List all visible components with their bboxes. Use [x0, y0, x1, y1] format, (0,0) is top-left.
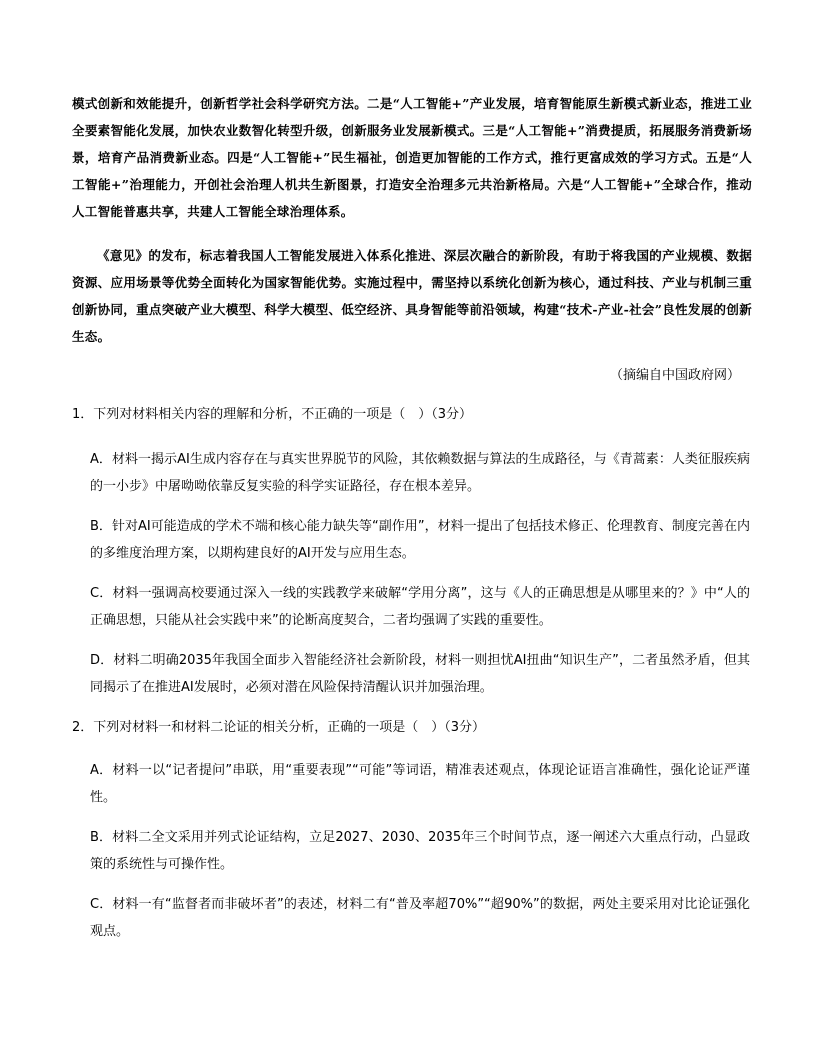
question-1-option-a: A．材料一揭示AI生成内容存在与真实世界脱节的风险，其依赖数据与算法的生成路径，与《青蒿素：人类征服疾病的一小步》中屠呦呦依靠反复实验的科学实证路径，存在根本差异。: [90, 452, 750, 494]
source-citation: （摘编自中国政府网）: [609, 368, 740, 383]
question-1-stem: 1．下列对材料相关内容的理解和分析，不正确的一项是（ ）（3分）: [72, 407, 473, 422]
question-2-option-c: C．材料一有“监督者而非破坏者”的表述，材料二有“普及率超70%”“超90%”的数据，两处主要采用对比论证强化观点。: [90, 897, 750, 939]
question-2-option-a: A．材料一以“记者提问”串联，用“重要表现”“可能”等词语，精准表述观点，体现论证语言准确性，强化论证严谨性。: [90, 763, 750, 805]
passage-paragraph-1: 模式创新和效能提升，创新哲学社会科学研究方法。二是“人工智能+”产业发展，培育智能原生新模式新业态，推进工业全要素智能化发展，加快农业数智化转型升级，创新服务业发展新模式。三是“人工智能+”消费提质，拓展服务消费新场景，培育产品消费新业态。四是“人工智能+”民生福祉，创造更加智能的工作方式，推行更富成效的学习方式。五是“人工智能+”治理能力，开创社会治理人机共生新图景，打造安全治理多元共治新格局。六是“人工智能+”全球合作，推动人工智能普惠共享，共建人工智能全球治理体系。: [72, 96, 752, 219]
question-1-option-d: D．材料二明确2035年我国全面步入智能经济社会新阶段，材料一则担忧AI扭曲“知识生产”，二者虽然矛盾，但其同揭示了在推进AI发展时，必须对潜在风险保持清醒认识并加强治理。: [90, 653, 750, 695]
passage-paragraph-2: 《意见》的发布，标志着我国人工智能发展进入体系化推进、深层次融合的新阶段，有助于将我国的产业规模、数据资源、应用场景等优势全面转化为国家智能优势。实施过程中，需坚持以系统化创新为核心，通过科技、产业与机制三重创新协同，重点突破产业大模型、科学大模型、低空经济、具身智能等前沿领域，构建“技术-产业-社会”良性发展的创新生态。: [72, 248, 752, 344]
question-1-option-b: B．针对AI可能造成的学术不端和核心能力缺失等“副作用”，材料一提出了包括技术修正、伦理教育、制度完善在内的多维度治理方案，以期构建良好的AI开发与应用生态。: [90, 519, 750, 561]
question-1-option-c: C．材料一强调高校要通过深入一线的实践教学来破解“学用分离”，这与《人的正确思想是从哪里来的？》中“人的正确思想，只能从社会实践中来”的论断高度契合，二者均强调了实践的重要性。: [90, 586, 750, 628]
question-2-stem: 2．下列对材料一和材料二论证的相关分析，正确的一项是（ ）（3分）: [72, 720, 486, 735]
question-2-option-b: B．材料二全文采用并列式论证结构，立足2027、2030、2035年三个时间节点，逐一阐述六大重点行动，凸显政策的系统性与可操作性。: [90, 830, 750, 872]
